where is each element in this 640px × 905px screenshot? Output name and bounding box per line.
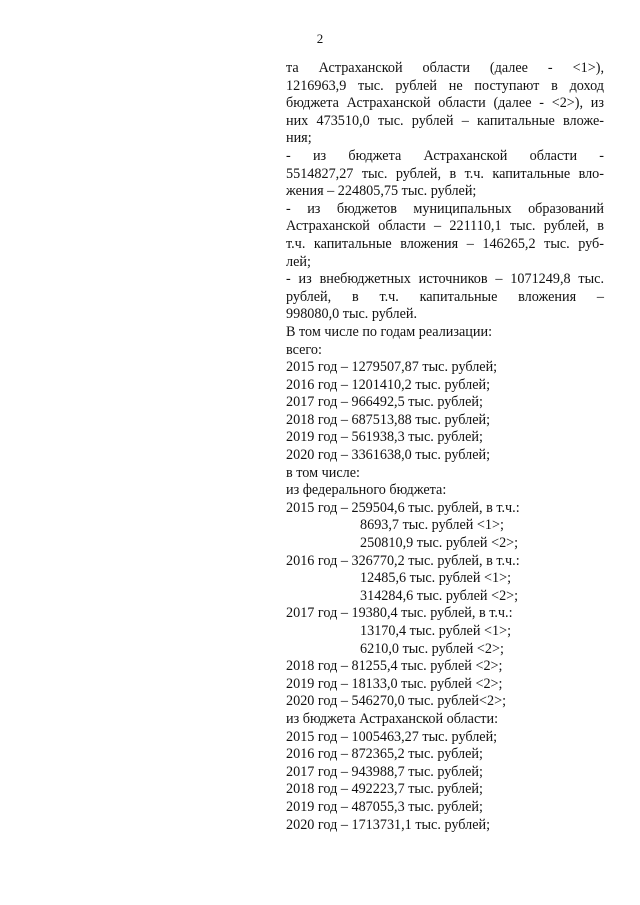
text-line: 12485,6 тыс. рублей <1>; xyxy=(360,570,512,587)
text-line: 2019 год – 561938,3 тыс. рублей; xyxy=(286,429,483,446)
text-line: 2017 год – 19380,4 тыс. рублей, в т.ч.: xyxy=(286,605,513,622)
text-line: 2016 год – 872365,2 тыс. рублей; xyxy=(286,746,483,763)
text-line: 250810,9 тыс. рублей <2>; xyxy=(360,535,519,552)
text-line: В том числе по годам реализации: xyxy=(286,323,493,340)
text-line: 2016 год – 326770,2 тыс. рублей, в т.ч.: xyxy=(286,552,520,569)
page-number: 2 xyxy=(316,31,324,46)
text-line: 2020 год – 3361638,0 тыс. рублей; xyxy=(286,447,491,464)
text-line: 2020 год – 1713731,1 тыс. рублей; xyxy=(286,816,491,833)
text-line: 6210,0 тыс. рублей <2>; xyxy=(360,640,504,657)
text-line: 998080,0 тыс. рублей. xyxy=(286,306,418,323)
text-line: 2019 год – 18133,0 тыс. рублей <2>; xyxy=(286,675,503,692)
text-line: 5514827,27 тыс. рублей, в т.ч. капитальные вло- xyxy=(286,165,604,182)
text-line: из федерального бюджета: xyxy=(286,482,447,499)
text-line: ния; xyxy=(286,130,312,147)
text-line: т.ч. капитальные вложения – 146265,2 тыс. руб- xyxy=(286,235,604,252)
text-line: 2018 год – 492223,7 тыс. рублей; xyxy=(286,781,483,798)
text-line: бюджета Астраханской области (далее - <2>), из xyxy=(286,95,604,112)
text-line: них 473510,0 тыс. рублей – капитальные вложе- xyxy=(286,112,604,129)
text-line: 2016 год – 1201410,2 тыс. рублей; xyxy=(286,376,491,393)
text-line: рублей, в т.ч. капитальные вложения – xyxy=(286,288,604,305)
text-line: 314284,6 тыс. рублей <2>; xyxy=(360,587,519,604)
text-line: 2018 год – 81255,4 тыс. рублей <2>; xyxy=(286,658,503,675)
text-line: в том числе: xyxy=(286,464,360,481)
text-line: 1216963,9 тыс. рублей не поступают в доход xyxy=(286,77,604,94)
text-line: лей; xyxy=(286,253,311,270)
text-line: из бюджета Астраханской области: xyxy=(286,710,499,727)
text-line: - из внебюджетных источников – 1071249,8 тыс. xyxy=(286,271,604,288)
text-line: та Астраханской области (далее - <1>), xyxy=(286,60,604,76)
text-line: 2015 год – 1005463,27 тыс. рублей; xyxy=(286,728,498,745)
text-line: 2017 год – 943988,7 тыс. рублей; xyxy=(286,763,483,780)
text-line: жения – 224805,75 тыс. рублей; xyxy=(286,183,477,200)
text-line: - из бюджета Астраханской области - xyxy=(286,147,604,164)
text-line: Астраханской области – 221110,1 тыс. рублей, в xyxy=(286,218,604,235)
text-line: 2015 год – 1279507,87 тыс. рублей; xyxy=(286,359,498,376)
text-line: 8693,7 тыс. рублей <1>; xyxy=(360,517,504,534)
text-line: 2019 год – 487055,3 тыс. рублей; xyxy=(286,798,483,815)
text-line: 2018 год – 687513,88 тыс. рублей; xyxy=(286,411,491,428)
text-line: 2015 год – 259504,6 тыс. рублей, в т.ч.: xyxy=(286,499,520,516)
text-line: 2017 год – 966492,5 тыс. рублей; xyxy=(286,394,483,411)
text-line: всего: xyxy=(286,341,322,358)
text-column xyxy=(286,60,604,834)
text-line: 2020 год – 546270,0 тыс. рублей<2>; xyxy=(286,693,507,710)
text-line: 13170,4 тыс. рублей <1>; xyxy=(360,623,512,639)
text-line: - из бюджетов муниципальных образований xyxy=(286,200,604,217)
